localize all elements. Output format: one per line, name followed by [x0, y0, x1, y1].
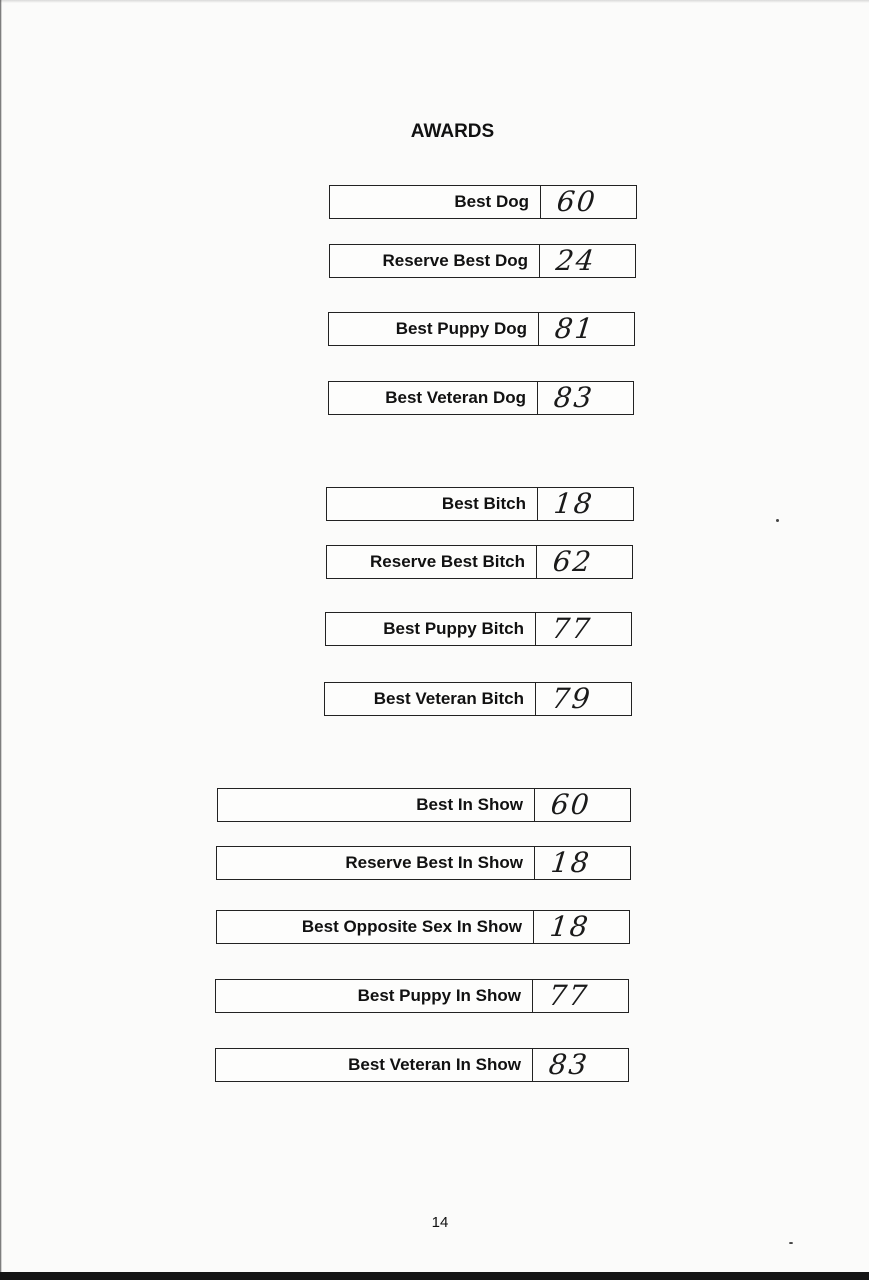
award-label: Best Puppy Bitch: [326, 613, 536, 645]
page-title: AWARDS: [410, 121, 495, 142]
award-best-opposite-sex-in-show: [216, 910, 630, 944]
award-label: Best Puppy In Show: [216, 980, 533, 1012]
award-best-veteran-in-show: [215, 1048, 629, 1082]
award-label: Reserve Best Bitch: [327, 546, 537, 578]
award-label: Best Dog: [330, 186, 541, 218]
award-value: 62: [551, 545, 595, 578]
award-best-puppy-bitch: [325, 612, 632, 646]
award-best-puppy-in-show: [215, 979, 629, 1013]
award-value: 77: [550, 612, 594, 645]
award-value: 60: [549, 788, 593, 821]
award-value: 18: [548, 910, 592, 943]
award-label: Best Bitch: [327, 488, 538, 520]
award-label: Best Veteran In Show: [216, 1049, 533, 1081]
award-best-bitch: [326, 487, 634, 521]
award-value: 83: [552, 381, 596, 414]
award-best-veteran-dog: [328, 381, 634, 415]
award-label: Best Opposite Sex In Show: [217, 911, 534, 943]
award-value: 24: [554, 244, 598, 277]
award-value: 77: [547, 979, 591, 1012]
award-best-veteran-bitch: [324, 682, 632, 716]
award-value: 18: [552, 487, 596, 520]
scan-edge-left: [0, 0, 2, 1272]
award-label: Reserve Best Dog: [330, 245, 540, 277]
award-value: 81: [553, 312, 597, 345]
award-label: Best Veteran Dog: [329, 382, 538, 414]
award-best-in-show: [217, 788, 631, 822]
award-reserve-best-dog: [329, 244, 636, 278]
scan-edge-top: [0, 0, 869, 3]
page-number: 14: [431, 1214, 449, 1231]
award-label: Best Veteran Bitch: [325, 683, 536, 715]
award-reserve-best-bitch: [326, 545, 633, 579]
award-label: Best Puppy Dog: [329, 313, 539, 345]
award-value: 18: [549, 846, 593, 879]
award-value: 83: [547, 1048, 591, 1081]
award-label: Best In Show: [218, 789, 535, 821]
scan-speck: [789, 1242, 793, 1244]
award-best-puppy-dog: [328, 312, 635, 346]
award-label: Reserve Best In Show: [217, 847, 535, 879]
award-value: 60: [555, 185, 599, 218]
scan-edge-bottom: [0, 1272, 869, 1280]
award-reserve-best-in-show: [216, 846, 631, 880]
award-best-dog: [329, 185, 637, 219]
scan-speck: [776, 519, 779, 522]
award-value: 79: [550, 682, 594, 715]
